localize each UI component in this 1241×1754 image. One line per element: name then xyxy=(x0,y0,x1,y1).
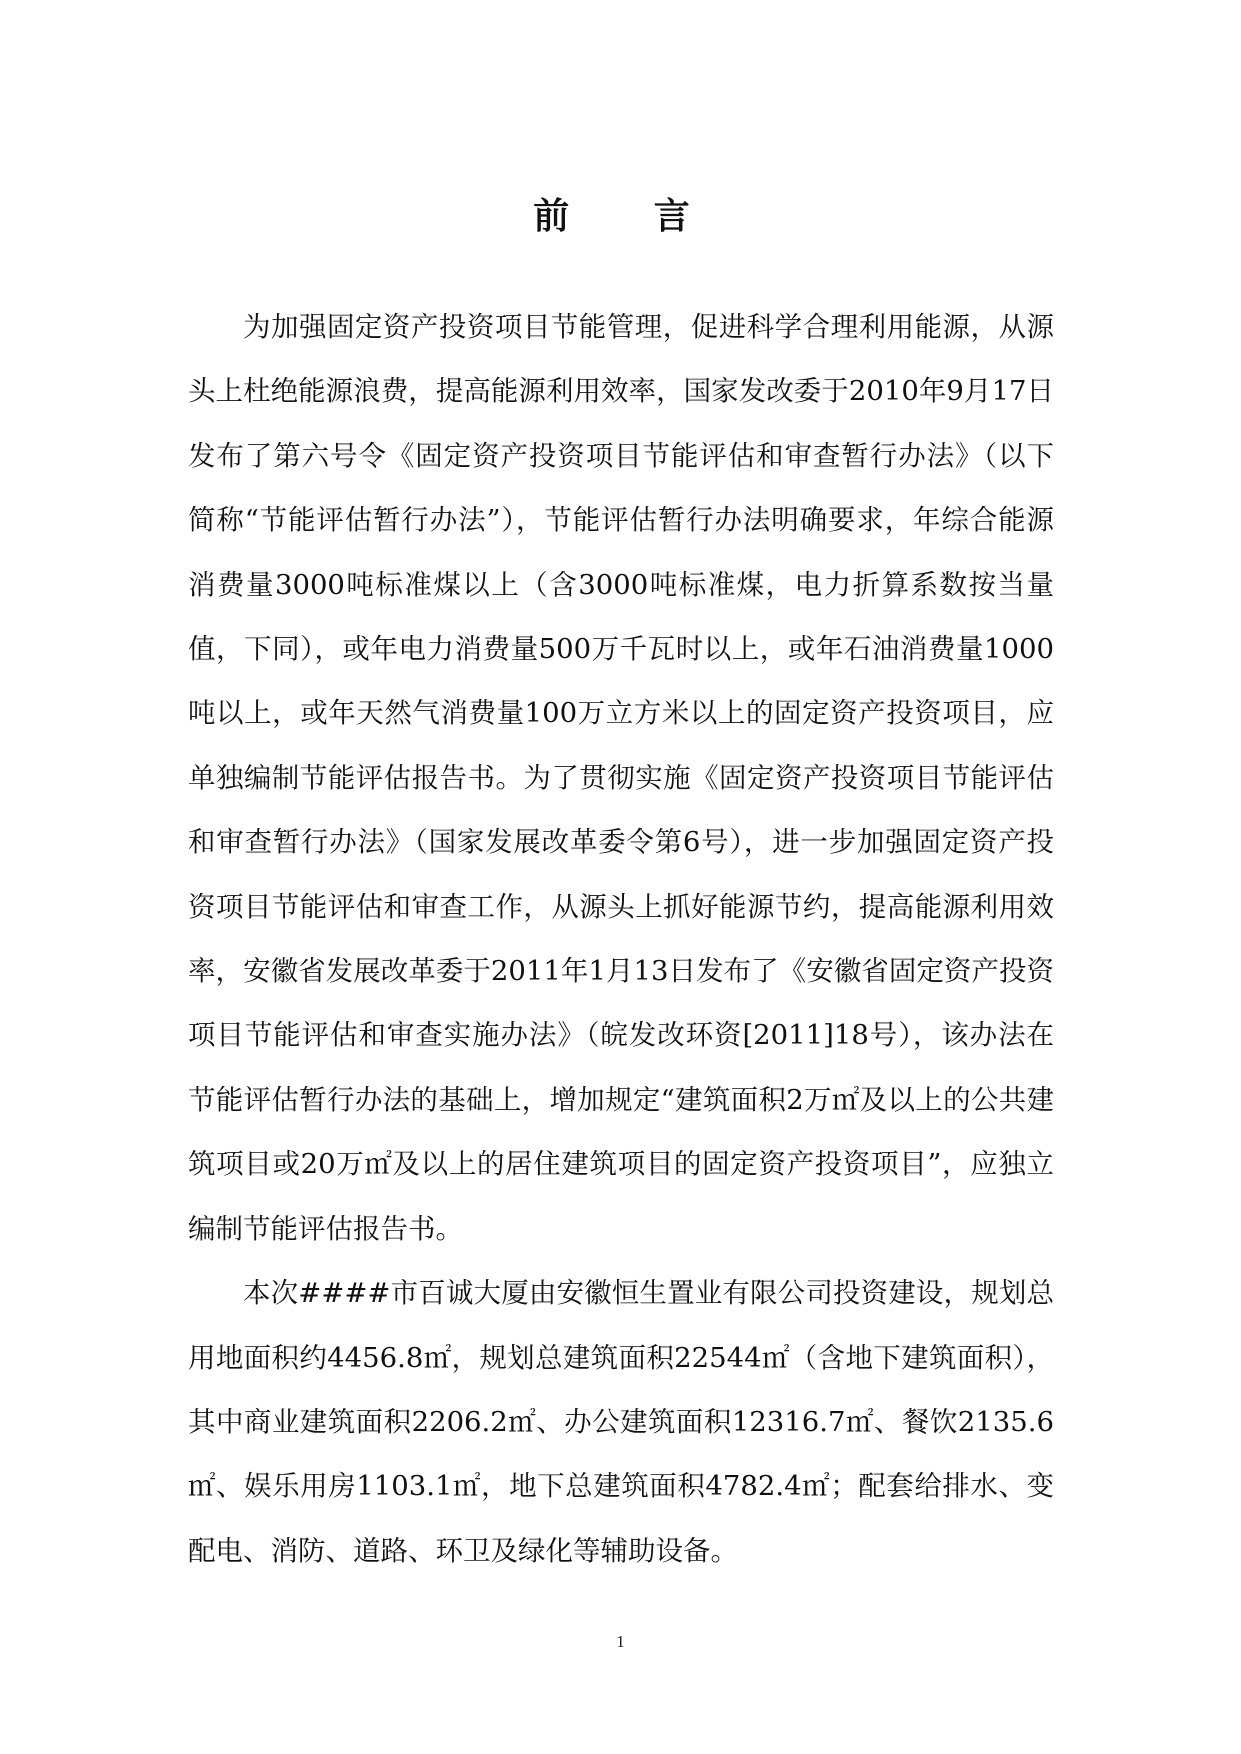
paragraph-1: 为加强固定资产投资项目节能管理，促进科学合理利用能源，从源头上杜绝能源浪费，提高能源利用效率，国家发改委于2010年9月17日发布了第六号令《固定资产投资项目节能评估和审查暂行办法》（以下简称“节能评估暂行办法”），节能评估暂行办法明确要求，年综合能源消费量3000吨标准煤以上（含3000吨标准煤，电力折算系数按当量值，下同），或年电力消费量500万千瓦时以上，或年石油消费量1000吨以上，或年天然气消费量100万立方米以上的固定资产投资项目，应单独编制节能评估报告书。为了贯彻实施《固定资产投资项目节能评估和审查暂行办法》（国家发展改革委令第6号），进一步加强固定资产投资项目节能评估和审查工作，从源头上抓好能源节约，提高能源利用效率，安徽省发展改革委于2011年1月13日发布了《安徽省固定资产投资项目节能评估和审查实施办法》（皖发改环资[2011]18号），该办法在节能评估暂行办法的基础上，增加规定“建筑面积2万㎡及以上的公共建筑项目或20万㎡及以上的居住建筑项目的固定资产投资项目”，应独立编制节能评估报告书。 xyxy=(188,311,1054,1245)
page-number: 1 xyxy=(616,1632,625,1651)
paragraph-2: 本次####市百诚大厦由安徽恒生置业有限公司投资建设，规划总用地面积约4456.8㎡，规划总建筑面积22544㎡（含地下建筑面积），其中商业建筑面积2206.2㎡、办公建筑面积12316.7㎡、餐饮2135.6㎡、娱乐用房1103.1㎡，地下总建筑面积4782.4㎡；配套给排水、变配电、消防、道路、环卫及绿化等辅助设备。 xyxy=(188,1277,1054,1567)
body-text xyxy=(188,295,1054,1583)
page-title: 前 言 xyxy=(533,195,726,237)
